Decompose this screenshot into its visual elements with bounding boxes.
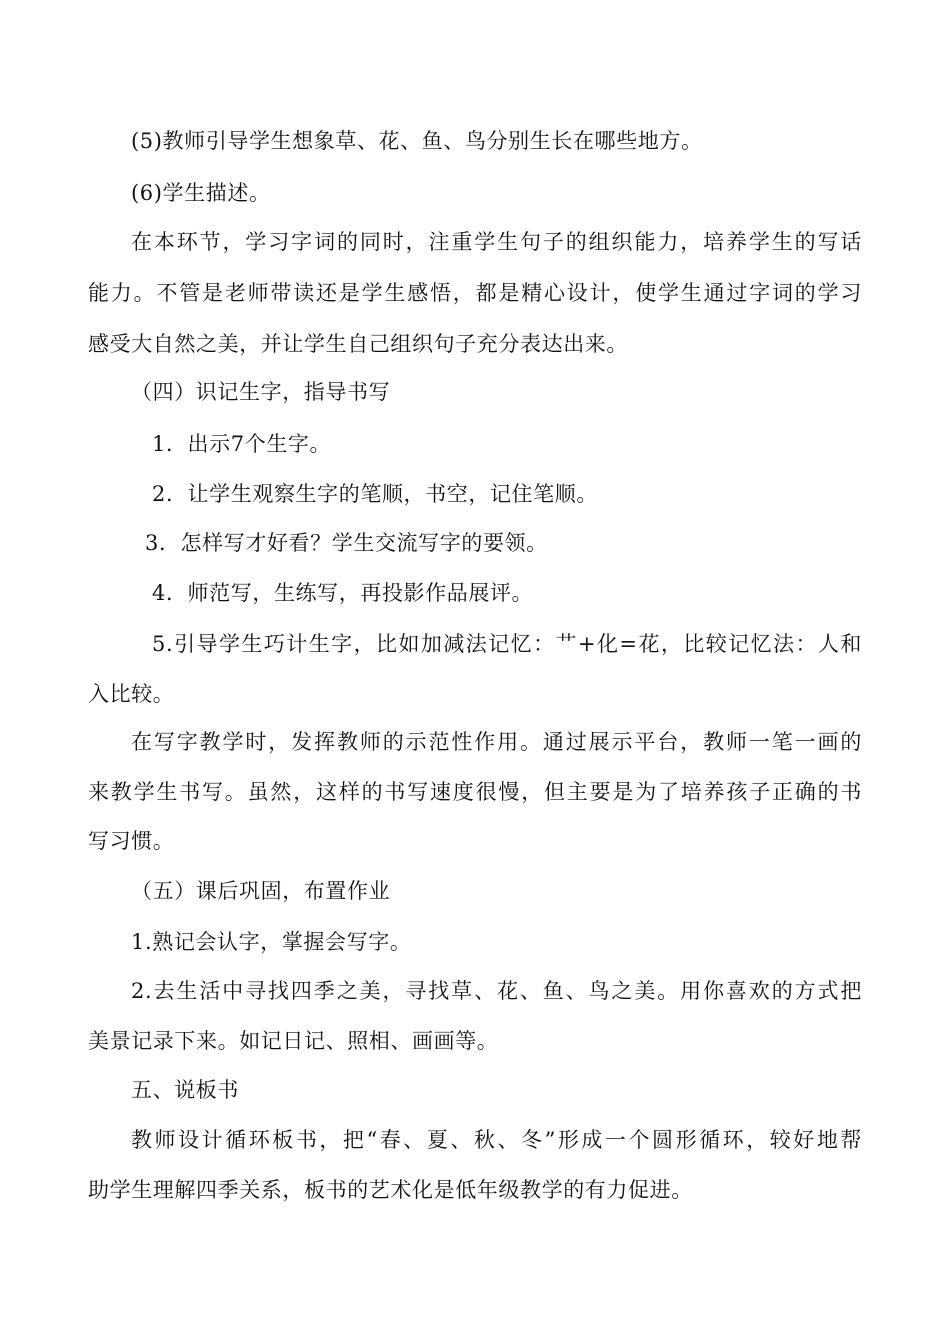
paragraph-line: 来教学生书写。虽然，这样的书写速度很慢，但主要是为了培养孩子正确的书	[88, 780, 862, 804]
paragraph-line: 在本环节，学习字词的同时，注重学生句子的组织能力，培养学生的写话	[131, 230, 862, 254]
list-item: 5.引导学生巧计生字，比如加减法记忆：艹+化=花，比较记忆法：人和	[152, 632, 862, 656]
list-item: 1．出示7个生字。	[152, 432, 332, 456]
paragraph-line: (6)学生描述。	[131, 181, 271, 205]
paragraph-line: 感受大自然之美，并让学生自己组织句子充分表达出来。	[88, 332, 628, 356]
paragraph-line: 入比较。	[88, 682, 175, 706]
list-item: 1.熟记会认字，掌握会写字。	[131, 930, 412, 954]
paragraph-line: 教师设计循环板书，把“春、夏、秋、冬”形成一个圆形循环，较好地帮	[131, 1128, 862, 1152]
paragraph-line: 能力。不管是老师带读还是学生感悟，都是精心设计，使学生通过字词的学习	[88, 281, 862, 305]
list-item: 4．师范写，生练写，再投影作品展评。	[152, 581, 534, 605]
list-item: 2．让学生观察生字的笔顺，书空，记住笔顺。	[152, 482, 598, 506]
paragraph-line: (5)教师引导学生想象草、花、鱼、鸟分别生长在哪些地方。	[131, 129, 703, 153]
section-heading: （五）课后巩固，布置作业	[131, 879, 391, 903]
paragraph-line: 在写字教学时，发挥教师的示范性作用。通过展示平台，教师一笔一画的	[131, 730, 862, 754]
list-item: 3．怎样写才好看？学生交流写字的要领。	[145, 531, 548, 555]
paragraph-line: 美景记录下来。如记日记、照相、画画等。	[88, 1029, 499, 1053]
section-heading: 五、说板书	[131, 1078, 239, 1102]
paragraph-line: 写习惯。	[88, 829, 175, 853]
section-heading: （四）识记生字，指导书写	[131, 380, 391, 404]
paragraph-line: 助学生理解四季关系，板书的艺术化是低年级教学的有力促进。	[88, 1178, 693, 1202]
list-item: 2.去生活中寻找四季之美，寻找草、花、鱼、鸟之美。用你喜欢的方式把	[131, 979, 862, 1003]
